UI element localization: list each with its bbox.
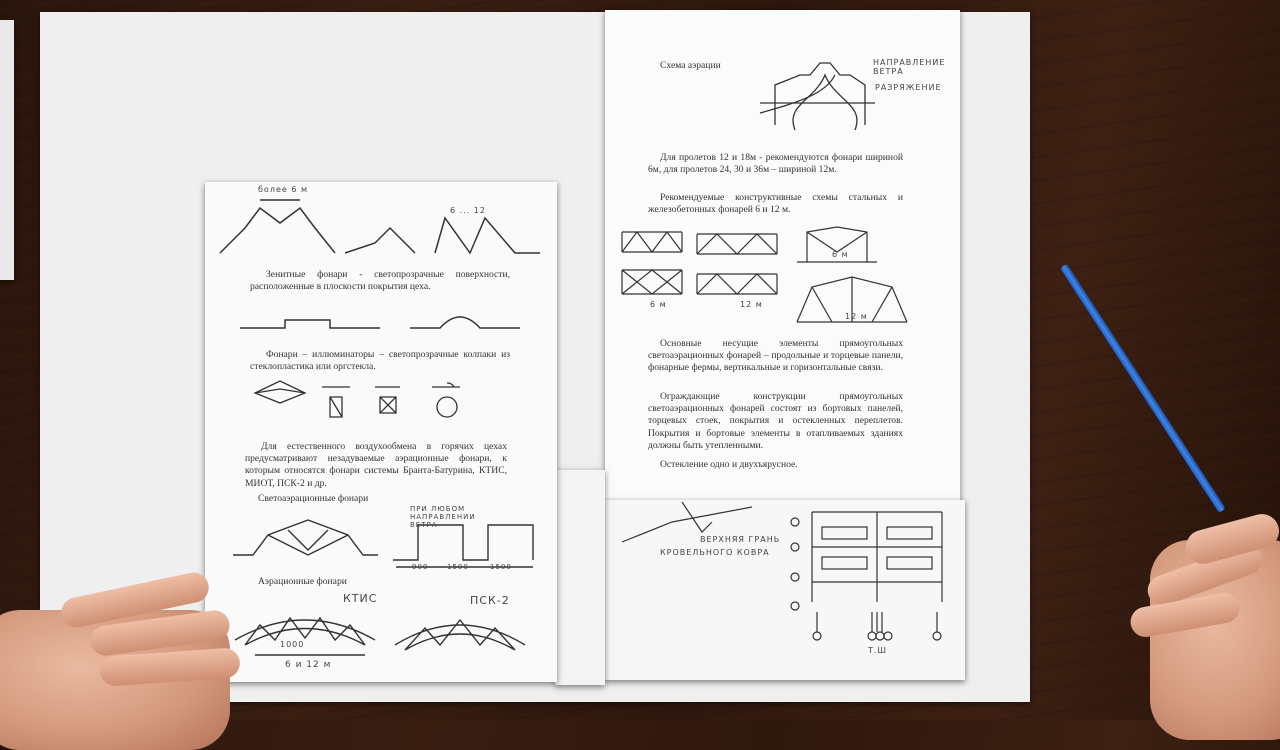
- dim-saw-label: 6 ... 12: [450, 206, 486, 215]
- enclosing-paragraph: Ограждающие конструкции прямоугольных светоаэрационных фонарей состоят из бортовых панелей, торцевых стоек, покрытия и остекленных переплетов. Покрытия и бортовые элементы в отапливаемых зданиях должны быть утепленными.: [648, 391, 903, 451]
- span-6m-label: 6 м: [832, 250, 849, 259]
- aeration-trusses-sketch: [225, 600, 545, 670]
- ventilation-paragraph: Для естественного воздухообмена в горячих цехах предусматривают незадуваемые аэрационные фонари, к которым относятся фонари системы Бранта-Батурина, КТИС, МИОТ, ПСК-2 и др.: [245, 441, 507, 489]
- dim-top-label: более 6 м: [258, 185, 308, 194]
- roof-carpet-label: КРОВЕЛЬНОГО КОВРА: [660, 548, 770, 557]
- middle-page-strip: [555, 470, 605, 685]
- glazing-paragraph: Остекление одно и двухъярусное.: [660, 459, 798, 470]
- illuminators-sketch: [250, 375, 480, 425]
- dim-900-label: 900: [412, 563, 429, 571]
- zenith-caption: Зенитные фонари - светопрозрачные поверхности, расположенные в плоскости покрытия цеха.: [250, 269, 510, 293]
- aeration-scheme-caption: Схема аэрации: [660, 60, 721, 71]
- axis-label: Т.Ш: [868, 646, 887, 655]
- ktis-label: КТИС: [343, 592, 378, 605]
- aeration-heading: Аэрационные фонари: [258, 576, 347, 587]
- flat-lanterns-sketch: [240, 308, 530, 338]
- wind-any-direction-label: ПРИ ЛЮБОМ НАПРАВЛЕНИИ ВЕТРА: [410, 505, 476, 529]
- wind-direction-label: НАПРАВЛЕНИЕ ВЕТРА: [873, 58, 946, 76]
- dim-1000-label: 1000: [280, 640, 305, 649]
- paper-edge-left: [0, 20, 14, 280]
- span-12m-label: 12 м: [740, 300, 763, 309]
- load-bearing-paragraph: Основные несущие элементы прямоугольных светоаэрационных фонарей – продольные и торцевые панели, фонарные фермы, вертикальные и горизонтальные связи.: [648, 338, 903, 374]
- light-aeration-heading: Светоаэрационные фонари: [258, 493, 369, 504]
- span-6m-label-b: 6 м: [650, 300, 667, 309]
- schemes-paragraph: Рекомендуемые конструктивные схемы стальных и железобетонных фонарей 6 и 12 м.: [648, 192, 903, 216]
- rarefaction-label: РАЗРЯЖЕНИЕ: [875, 83, 942, 92]
- upper-edge-label: ВЕРХНЯЯ ГРАНЬ: [700, 535, 781, 544]
- span-12m-label-b: 12 м: [845, 312, 868, 321]
- lantern-plan-sketch: [612, 502, 962, 672]
- illuminator-caption: Фонари – иллюминаторы – светопрозрачные колпаки из стеклопластика или оргстекла.: [250, 349, 510, 373]
- dim-span-label: 6 и 12 м: [285, 660, 332, 670]
- spans-paragraph: Для пролетов 12 и 18м - рекомендуются фонари шириной 6м, для пролетов 24, 30 и 36м – шириной 12м.: [648, 152, 903, 176]
- psk2-label: ПСК-2: [470, 594, 510, 607]
- dim-1500b-label: 1500: [490, 563, 512, 571]
- zenith-lanterns-sketch: [215, 188, 545, 263]
- dim-1500-label: 1500: [447, 563, 469, 571]
